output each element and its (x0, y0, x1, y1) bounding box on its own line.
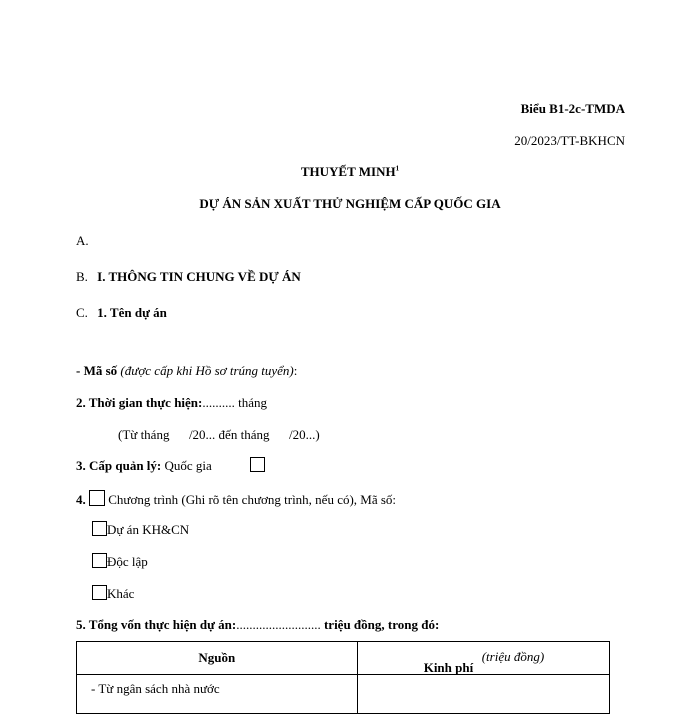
amount-cell[interactable] (357, 675, 609, 714)
option-khcn (92, 521, 189, 538)
ma-so-colon: : (293, 363, 298, 378)
program-checkbox[interactable] (89, 490, 105, 506)
tong-von-dots: .......................... (236, 617, 321, 632)
ma-so-label: - Mã số (76, 363, 118, 378)
form-code: Biểu B1-2c-TMDA (520, 101, 625, 116)
program-label: Chương trình (Ghi rõ tên chương trình, nếu có), Mã số: (108, 492, 397, 507)
source-cell-text: - Từ ngân sách nhà nước (91, 681, 220, 696)
amount-unit: (triệu đồng) (481, 649, 545, 664)
thoi-gian-label: 2. Thời gian thực hiện: (76, 395, 203, 410)
khcn-label: Dự án KH&CN (107, 522, 190, 537)
project-name-label: 1. Tên dự án (97, 305, 167, 320)
outline-b-letter: B. (76, 269, 88, 284)
source-cell (77, 675, 358, 714)
option-doc-lap (92, 553, 148, 570)
khac-checkbox[interactable] (92, 585, 107, 600)
option-khac (92, 585, 134, 602)
thoi-gian-range: (Từ tháng /20... đến tháng /20...) (118, 427, 320, 442)
outline-c (76, 305, 167, 321)
circular-number: 20/2023/TT-BKHCN (514, 133, 625, 148)
outline-c-letter: C. (76, 305, 88, 320)
khcn-checkbox[interactable] (92, 521, 107, 536)
amount-header (357, 642, 609, 675)
title-footnote: 1 (395, 164, 400, 173)
section-heading: I. THÔNG TIN CHUNG VỀ DỰ ÁN (97, 269, 301, 284)
document-subtitle: DỰ ÁN SẢN XUẤT THỬ NGHIỆM CẤP QUỐC GIA (199, 196, 501, 211)
title-text: THUYẾT MINH (300, 164, 396, 179)
document-title (0, 164, 700, 180)
source-header-label: Nguồn (198, 650, 236, 665)
table-row (77, 675, 610, 714)
thoi-gian-line (76, 395, 267, 411)
ma-so-line (76, 363, 297, 379)
item4-line (76, 490, 396, 508)
tong-von-label: 5. Tổng vốn thực hiện dự án: (76, 617, 237, 632)
quoc-gia-checkbox[interactable] (250, 457, 265, 472)
cap-quan-ly-label: 3. Cấp quản lý: (76, 458, 162, 473)
item4-number: 4. (76, 492, 86, 507)
cap-quan-ly-value: Quốc gia (164, 458, 212, 473)
amount-header-label: Kinh phí (423, 660, 474, 675)
ma-so-note: (được cấp khi Hồ sơ trúng tuyển) (120, 363, 294, 378)
cap-quan-ly-line (76, 458, 212, 474)
outline-b (76, 269, 301, 285)
outline-a: A. (76, 233, 89, 248)
khac-label: Khác (107, 586, 135, 601)
doc-lap-label: Độc lập (107, 554, 148, 569)
funds-table (76, 641, 610, 714)
tong-von-line (76, 617, 439, 633)
doc-lap-checkbox[interactable] (92, 553, 107, 568)
source-header (77, 642, 358, 675)
thoi-gian-value: .......... tháng (202, 395, 268, 410)
tong-von-suffix: triệu đồng, trong đó: (323, 617, 440, 632)
funds-header-row (77, 642, 610, 675)
